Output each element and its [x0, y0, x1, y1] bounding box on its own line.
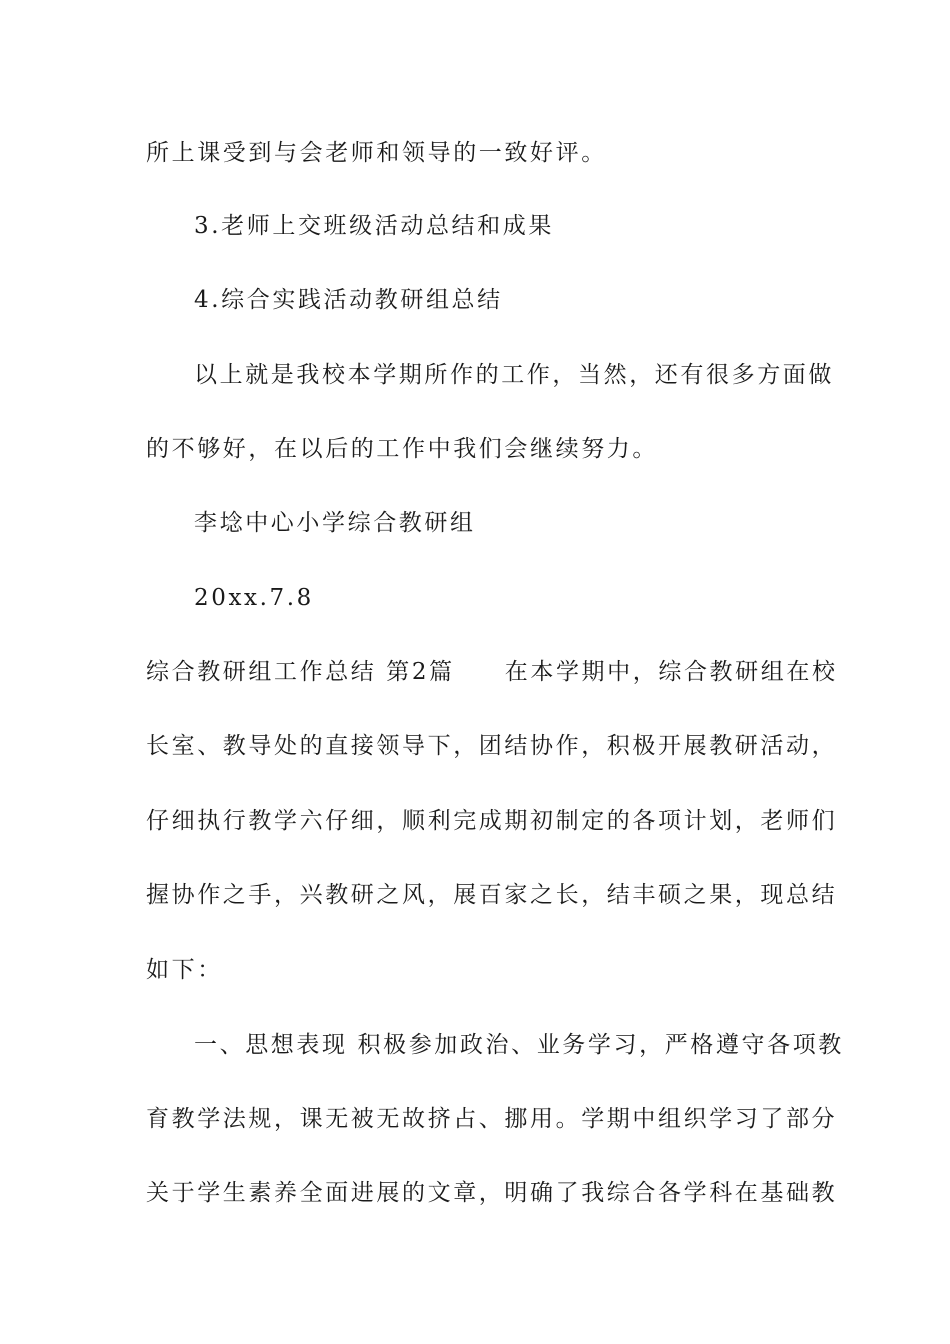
paragraph-line: 育教学法规，课无被无故挤占、挪用。学期中组织学习了部分	[146, 1106, 838, 1132]
signature-date: 20xx.7.8	[194, 585, 314, 611]
paragraph-line: 一、思想表现 积极参加政治、业务学习，严格遵守各项教	[194, 1032, 844, 1058]
list-item: 4.综合实践活动教研组总结	[194, 287, 503, 313]
section-first-text: 在本学期中，综合教研组在校	[504, 659, 838, 685]
paragraph-line: 所上课受到与会老师和领导的一致好评。	[146, 140, 607, 166]
paragraph-line: 关于学生素养全面进展的文章，明确了我综合各学科在基础教	[146, 1180, 838, 1206]
paragraph-line: 长室、教导处的直接领导下，团结协作，积极开展教研活动，	[146, 733, 838, 759]
paragraph-line: 以上就是我校本学期所作的工作，当然，还有很多方面做	[194, 362, 834, 388]
list-item: 3.老师上交班级活动总结和成果	[194, 213, 554, 239]
paragraph-line: 握协作之手，兴教研之风，展百家之长，结丰硕之果，现总结	[146, 882, 838, 908]
paragraph-line: 的不够好，在以后的工作中我们会继续努力。	[146, 436, 658, 462]
section-heading-line	[146, 657, 838, 687]
signature-org: 李埝中心小学综合教研组	[194, 510, 476, 536]
section-title: 综合教研组工作总结 第2篇	[146, 659, 455, 685]
paragraph-line: 仔细执行教学六仔细，顺利完成期初制定的各项计划，老师们	[146, 808, 838, 834]
paragraph-line: 如下：	[146, 957, 223, 983]
